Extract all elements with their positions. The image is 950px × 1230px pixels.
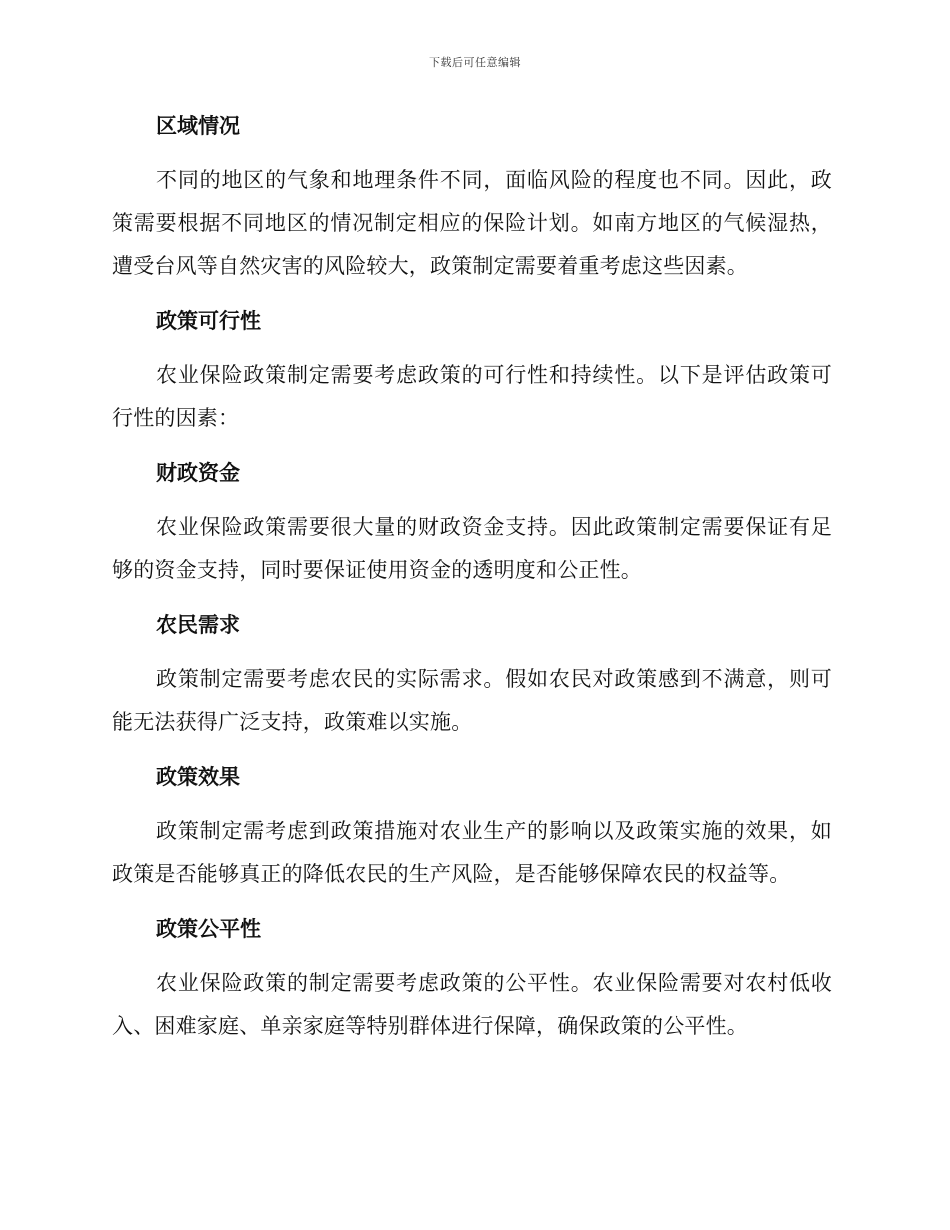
section-heading: 区域情况 <box>156 114 240 138</box>
section-heading: 政策可行性 <box>156 309 261 333</box>
section-farmer-needs <box>112 605 832 744</box>
page-header: 下载后可任意编辑 <box>429 56 521 69</box>
section-policy-feasibility <box>112 301 832 440</box>
section-heading: 政策效果 <box>156 765 240 789</box>
section-regional-conditions <box>112 106 832 288</box>
section-paragraph: 政策制定需要考虑农民的实际需求。假如农民对政策感到不满意，则可能无法获得广泛支持，政策难以实施。 <box>112 667 832 734</box>
section-fiscal-funds <box>112 453 832 592</box>
section-paragraph: 农业保险政策的制定需要考虑政策的公平性。农业保险需要对农村低收入、困难家庭、单亲家庭等特别群体进行保障，确保政策的公平性。 <box>112 971 832 1038</box>
section-paragraph: 不同的地区的气象和地理条件不同，面临风险的程度也不同。因此，政策需要根据不同地区的情况制定相应的保险计划。如南方地区的气候湿热，遭受台风等自然灾害的风险较大，政策制定需要着重考虑这些因素。 <box>112 168 832 278</box>
section-policy-effect <box>112 757 832 896</box>
document-body <box>112 106 832 1061</box>
section-heading: 政策公平性 <box>156 917 261 941</box>
section-heading: 农民需求 <box>156 613 240 637</box>
section-paragraph: 农业保险政策需要很大量的财政资金支持。因此政策制定需要保证有足够的资金支持，同时要保证使用资金的透明度和公正性。 <box>112 515 832 582</box>
section-policy-fairness <box>112 909 832 1048</box>
section-paragraph: 农业保险政策制定需要考虑政策的可行性和持续性。以下是评估政策可行性的因素： <box>112 363 832 430</box>
section-paragraph: 政策制定需考虑到政策措施对农业生产的影响以及政策实施的效果，如政策是否能够真正的降低农民的生产风险，是否能够保障农民的权益等。 <box>112 819 832 886</box>
section-heading: 财政资金 <box>156 461 240 485</box>
